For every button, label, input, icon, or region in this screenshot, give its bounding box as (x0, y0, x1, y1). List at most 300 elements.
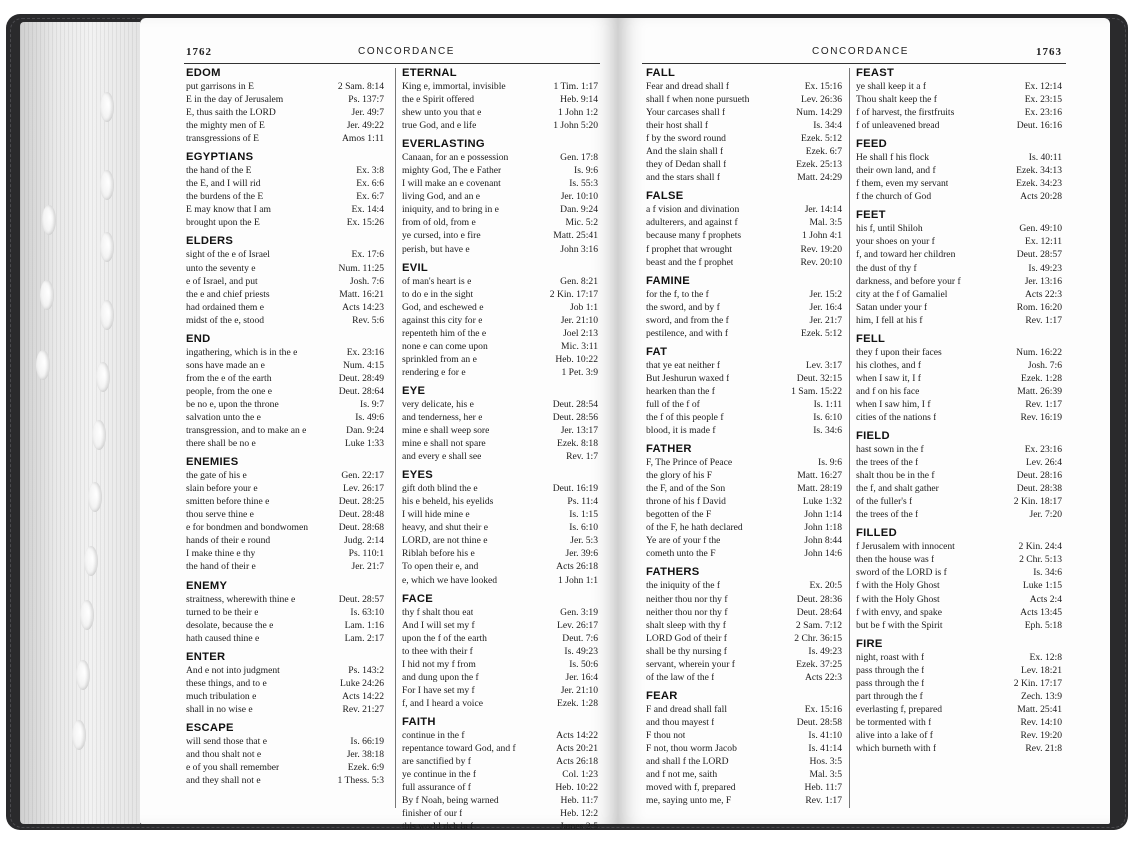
entry-heading: FATHER (646, 443, 692, 456)
concordance-line (186, 177, 384, 190)
scripture-reference: Jer. 16:4 (565, 671, 598, 683)
line-text: hath caused thine e (186, 632, 260, 644)
line-text: that ye eat neither f (646, 359, 721, 371)
line-text: shall be thy nursing f (646, 645, 728, 657)
scripture-reference: Ezek. 1:28 (1020, 372, 1062, 384)
scripture-reference: Acts 2:4 (1029, 593, 1062, 605)
right-page-column-1 (646, 66, 842, 812)
scripture-reference: Rev. 20:10 (800, 256, 842, 268)
line-text: upon the f of the earth (402, 632, 487, 644)
scripture-reference: Rev. 19:20 (1020, 729, 1062, 741)
line-text: repentance toward God, and f (402, 742, 516, 754)
scripture-reference: Jer. 16:4 (809, 301, 842, 313)
right-page-column-2 (856, 66, 1062, 760)
scripture-reference: Ezek. 1:28 (556, 697, 598, 709)
line-text: servant, wherein your f (646, 658, 735, 670)
line-text: be tormented with f (856, 716, 932, 728)
concordance-line (402, 781, 598, 794)
scripture-reference: John 1:14 (804, 509, 842, 521)
line-text: the trees of the f (856, 509, 919, 521)
scripture-reference: Ps. 11:4 (567, 496, 598, 508)
concordance-line (402, 424, 598, 437)
scripture-reference: Matt. 26:39 (1017, 385, 1062, 397)
line-text: the dust of thy f (856, 262, 917, 274)
concordance-line (856, 579, 1062, 592)
concordance-line (402, 151, 598, 164)
concordance-line (856, 248, 1062, 261)
line-text: everlasting f, prepared (856, 703, 943, 715)
concordance-line (402, 606, 598, 619)
concordance-line (402, 684, 598, 697)
scripture-reference: Deut. 28:58 (796, 716, 842, 728)
entry-heading: FEET (856, 209, 886, 222)
concordance-line (856, 398, 1062, 411)
line-text: the e and chief priests (186, 288, 270, 300)
concordance-line (856, 651, 1062, 664)
concordance-line (402, 671, 598, 684)
scripture-reference: Job 1:1 (570, 301, 598, 313)
line-text: brought upon the E (186, 217, 260, 229)
concordance-line (646, 781, 842, 794)
line-text: the E, and I will rid (186, 178, 261, 190)
line-text: from of old, from e (402, 217, 476, 229)
scripture-reference: Jer. 14:14 (804, 204, 842, 216)
concordance-line (186, 677, 384, 690)
scripture-reference: Is. 34:4 (813, 120, 842, 132)
left-page-column-2 (402, 66, 598, 838)
scripture-reference: Ezek. 6:9 (347, 761, 384, 773)
scripture-reference: Jer. 49:22 (346, 120, 384, 132)
concordance-entry (646, 189, 842, 268)
concordance-line (186, 203, 384, 216)
line-text: hearken than the f (646, 385, 715, 397)
entry-heading: FIRE (856, 637, 883, 650)
scripture-reference: 2 Kin. 17:17 (549, 288, 598, 300)
concordance-line (402, 327, 598, 340)
line-text: the trees of the f (856, 457, 919, 469)
scripture-reference: Eph. 5:18 (1024, 619, 1062, 631)
line-text: f with envy, and spake (856, 606, 942, 618)
concordance-line (646, 729, 842, 742)
concordance-entry (856, 208, 1062, 326)
line-text: are sanctified by f (402, 756, 471, 768)
scripture-reference: Matt. 16:27 (797, 470, 842, 482)
scripture-reference: Jer. 13:17 (560, 425, 598, 437)
scripture-reference: 2 Sam. 8:14 (337, 81, 384, 92)
concordance-entry (186, 150, 384, 229)
concordance-line (402, 398, 598, 411)
scripture-reference: Deut. 28:68 (338, 522, 384, 534)
concordance-line (646, 755, 842, 768)
concordance-line (186, 106, 384, 119)
concordance-line (186, 547, 384, 560)
scripture-reference: Ex. 20:5 (809, 580, 842, 592)
line-text: people, from the one e (186, 385, 273, 397)
concordance-line (186, 216, 384, 229)
concordance-line (856, 729, 1062, 742)
line-text: F and dread shall fall (646, 703, 727, 715)
line-text: mighty God, The e Father (402, 165, 502, 177)
scripture-reference: Is. 34:6 (813, 425, 842, 437)
entry-heading: FEED (856, 138, 888, 151)
line-text: Thou shalt keep the f (856, 94, 937, 106)
line-text: I will hide mine e (402, 509, 470, 521)
line-text: the hand of the E (186, 165, 252, 177)
scripture-reference: Acts 14:23 (342, 301, 384, 313)
line-text: shew unto you that e (402, 107, 482, 119)
concordance-line (186, 521, 384, 534)
concordance-entry (402, 137, 598, 255)
concordance-line (186, 398, 384, 411)
line-text: and thou mayest f (646, 716, 715, 728)
scripture-reference: Ex. 15:16 (804, 703, 842, 715)
scripture-reference: Is. 1:15 (569, 509, 598, 521)
concordance-line (186, 632, 384, 645)
line-text: F thou not (646, 729, 686, 741)
scripture-reference: Ex. 3:8 (356, 165, 384, 177)
entry-heading: EYE (402, 384, 426, 397)
concordance-line (186, 301, 384, 314)
concordance-line (402, 482, 598, 495)
concordance-line (856, 411, 1062, 424)
scripture-reference: Num. 11:25 (338, 262, 384, 274)
scripture-reference: Deut. 28:57 (1016, 249, 1062, 261)
concordance-line (646, 216, 842, 229)
scripture-reference: Jer. 13:16 (1024, 275, 1062, 287)
concordance-line (186, 93, 384, 106)
thumb-index-notch (100, 92, 114, 122)
concordance-entry (186, 66, 384, 145)
scripture-reference: Luke 1:33 (344, 438, 384, 450)
line-text: to thee with their f (402, 645, 473, 657)
line-text: sprinkled from an e (402, 353, 477, 365)
concordance-line (856, 275, 1062, 288)
scripture-reference: Acts 14:22 (342, 690, 384, 702)
line-text: shalt sleep with thy f (646, 619, 726, 631)
entry-heading: END (186, 332, 211, 345)
concordance-entry (646, 442, 842, 560)
concordance-line (186, 469, 384, 482)
scripture-reference: Matt. 25:41 (1017, 703, 1062, 715)
line-text: To open their e, and (402, 561, 479, 573)
scripture-reference: Ex. 15:16 (804, 81, 842, 92)
concordance-line (646, 742, 842, 755)
line-text: F not, thou worm Jacob (646, 742, 737, 754)
scripture-reference: Rev. 21:8 (1025, 742, 1062, 754)
concordance-line (402, 450, 598, 463)
thumb-index-notch (76, 660, 90, 690)
line-text: sword of the LORD is f (856, 567, 947, 579)
scripture-reference: Deut. 28:25 (338, 496, 384, 508)
line-text: heavy, and shut their e (402, 522, 488, 534)
scripture-reference: Num. 14:29 (796, 107, 842, 119)
concordance-line (402, 645, 598, 658)
line-text: He shall f his flock (856, 152, 930, 164)
scripture-reference: Dan. 9:24 (346, 425, 384, 437)
scripture-reference: Ezek. 5:12 (800, 133, 842, 145)
line-text: f them, even my servant (856, 178, 949, 190)
concordance-line (646, 593, 842, 606)
scripture-reference: 2 Kin. 17:17 (1013, 677, 1062, 689)
scripture-reference: Mic. 3:11 (561, 340, 598, 352)
scripture-reference: James 2:5 (559, 821, 598, 833)
concordance-line (402, 547, 598, 560)
concordance-entry (186, 650, 384, 716)
scripture-reference: 1 Thess. 5:3 (337, 775, 384, 787)
header-rule-right (642, 63, 1066, 64)
scripture-reference: Gen. 8:21 (560, 275, 598, 287)
scripture-reference: Gen. 17:8 (560, 152, 598, 164)
scripture-reference: Heb. 10:22 (555, 353, 598, 365)
concordance-line (402, 106, 598, 119)
line-text: to do e in the sight (402, 288, 474, 300)
concordance-line (186, 346, 384, 359)
scripture-reference: Is. 40:11 (1028, 152, 1062, 164)
scripture-reference: Gen. 22:17 (341, 470, 384, 482)
line-text: ye continue in the f (402, 769, 477, 781)
scripture-reference: Lev. 18:21 (1021, 664, 1062, 676)
line-text: your shoes on your f (856, 236, 935, 248)
line-text: E in the day of Jerusalem (186, 94, 284, 106)
concordance-line (646, 716, 842, 729)
concordance-line (856, 314, 1062, 327)
line-text: of the F, he hath declared (646, 522, 743, 534)
scripture-reference: Rev. 1:17 (805, 795, 842, 807)
line-text: f Jerusalem with innocent (856, 541, 955, 553)
scripture-reference: Deut. 28:64 (338, 385, 384, 397)
scripture-reference: Ezek. 37:25 (796, 658, 842, 670)
scripture-reference: Deut. 28:56 (552, 411, 598, 423)
concordance-line (856, 553, 1062, 566)
line-text: ye cursed, into e fire (402, 230, 481, 242)
line-text: E may know that I am (186, 204, 271, 216)
concordance-line (402, 560, 598, 573)
scripture-reference: Ex. 23:16 (1024, 107, 1062, 119)
scripture-reference: Is. 41:10 (808, 729, 842, 741)
scripture-reference: Zech. 13:9 (1020, 690, 1062, 702)
line-text: their host shall f (646, 120, 709, 132)
concordance-line (402, 411, 598, 424)
scripture-reference: Ex. 23:16 (1024, 444, 1062, 456)
line-text: For I have set my f (402, 684, 475, 696)
scripture-reference: Ex. 6:6 (356, 178, 384, 190)
entry-heading: ESCAPE (186, 721, 234, 734)
line-text: these things, and to e (186, 677, 267, 689)
scripture-reference: Is. 66:19 (350, 735, 384, 747)
scripture-reference: Heb. 10:22 (555, 782, 598, 794)
concordance-line (186, 593, 384, 606)
concordance-entry (186, 332, 384, 450)
scripture-reference: Mic. 5:2 (565, 217, 598, 229)
concordance-line (402, 80, 598, 93)
scripture-reference: Ps. 137:7 (348, 94, 384, 106)
line-text: straitness, wherewith thine e (186, 593, 296, 605)
entry-heading: FALSE (646, 190, 684, 203)
concordance-entry (186, 721, 384, 787)
concordance-entry (646, 66, 842, 184)
scripture-reference: Josh. 7:6 (1027, 359, 1062, 371)
line-text: F, The Prince of Peace (646, 457, 733, 469)
line-text: LORD, are not thine e (402, 535, 488, 547)
scripture-reference: Lev. 26:36 (801, 94, 842, 106)
entry-heading: FAT (646, 345, 668, 358)
concordance-line (402, 119, 598, 132)
concordance-line (646, 288, 842, 301)
concordance-line (186, 248, 384, 261)
concordance-line (402, 742, 598, 755)
line-text: LORD God of their f (646, 632, 727, 644)
concordance-line (402, 632, 598, 645)
concordance-line (856, 540, 1062, 553)
scripture-reference: Acts 26:18 (556, 756, 598, 768)
concordance-line (646, 372, 842, 385)
concordance-line (646, 398, 842, 411)
concordance-line (856, 606, 1062, 619)
line-text: they f upon their faces (856, 346, 942, 358)
line-text: there shall be no e (186, 438, 256, 450)
scripture-reference: Acts 22:3 (1024, 288, 1062, 300)
concordance-entry (646, 565, 842, 683)
page-number-right: 1763 (1036, 46, 1062, 58)
line-text: desolate, because the e (186, 619, 274, 631)
concordance-line (856, 190, 1062, 203)
scripture-reference: Heb. 9:14 (560, 94, 598, 106)
concordance-line (402, 534, 598, 547)
concordance-line (402, 93, 598, 106)
line-text: blood, it is made f (646, 425, 716, 437)
scripture-reference: Jer. 21:7 (351, 561, 384, 573)
scripture-reference: Deut. 28:38 (1016, 483, 1062, 495)
line-text: pass through the f (856, 677, 925, 689)
concordance-line (856, 716, 1062, 729)
line-text: the iniquity of the f (646, 580, 721, 592)
concordance-line (402, 495, 598, 508)
scripture-reference: Ezek. 5:12 (800, 327, 842, 339)
concordance-entry (646, 689, 842, 807)
thumb-index-notch (84, 546, 98, 576)
line-text: their own land, and f (856, 165, 936, 177)
concordance-line (186, 482, 384, 495)
scripture-reference: Josh. 7:6 (349, 275, 384, 287)
line-text: Ye are of your f the (646, 535, 721, 547)
concordance-line (402, 619, 598, 632)
line-text: because many f prophets (646, 230, 742, 242)
scripture-reference: Dan. 9:24 (560, 204, 598, 216)
line-text: f with the Holy Ghost (856, 580, 940, 592)
concordance-line (186, 80, 384, 93)
concordance-line (186, 606, 384, 619)
line-text: then the house was f (856, 554, 935, 566)
line-text: God, and eschewed e (402, 301, 484, 313)
scripture-reference: Is. 63:10 (350, 606, 384, 618)
concordance-line (186, 164, 384, 177)
scripture-reference: Jer. 21:10 (560, 314, 598, 326)
line-text: of the fuller's f (856, 496, 913, 508)
concordance-line (856, 119, 1062, 132)
scripture-reference: Rev. 14:10 (1020, 716, 1062, 728)
scripture-reference: Lam. 1:16 (344, 619, 384, 631)
scripture-reference: Matt. 28:19 (797, 483, 842, 495)
line-text: sword, and from the f (646, 314, 729, 326)
concordance-line (856, 495, 1062, 508)
scripture-reference: Heb. 11:7 (560, 795, 598, 807)
concordance-line (856, 703, 1062, 716)
concordance-line (186, 761, 384, 774)
concordance-line (646, 359, 842, 372)
line-text: E, thus saith the LORD (186, 107, 276, 119)
scripture-reference: Rev. 5:6 (352, 314, 384, 326)
line-text: the hand of their e (186, 561, 256, 573)
scripture-reference: 2 Sam. 7:12 (795, 619, 842, 631)
line-text: sight of the e of Israel (186, 249, 270, 261)
line-text: hast sown in the f (856, 444, 924, 456)
line-text: And I will set my f (402, 619, 475, 631)
line-text: perish, but have e (402, 243, 470, 255)
concordance-line (186, 774, 384, 787)
line-text: this world rich in f (402, 821, 474, 833)
concordance-line (186, 190, 384, 203)
concordance-entry (402, 261, 598, 379)
thumb-index-notch (36, 350, 50, 380)
scripture-reference: 1 Tim. 1:17 (553, 81, 598, 92)
line-text: me, saying unto me, F (646, 795, 732, 807)
line-text: from the e of the earth (186, 372, 272, 384)
scripture-reference: Deut. 16:19 (552, 483, 598, 495)
line-text: transgressions of E (186, 133, 260, 145)
scripture-reference: Lam. 2:17 (344, 632, 384, 644)
thumb-index-notch (88, 482, 102, 512)
concordance-line (186, 385, 384, 398)
concordance-line (646, 424, 842, 437)
concordance-line (646, 469, 842, 482)
right-page (618, 18, 1110, 824)
concordance-line (186, 560, 384, 573)
concordance-line (402, 340, 598, 353)
scripture-reference: Ezek. 8:18 (556, 438, 598, 450)
scripture-reference: Is. 9:7 (360, 398, 384, 410)
line-text: city at the f of Gamaliel (856, 288, 948, 300)
concordance-line (856, 469, 1062, 482)
line-text: part through the f (856, 690, 923, 702)
line-text: By f Noah, being warned (402, 795, 499, 807)
line-text: Canaan, for an e possession (402, 152, 509, 164)
concordance-line (856, 482, 1062, 495)
line-text: and thou shalt not e (186, 748, 262, 760)
scripture-reference: Is. 9:6 (818, 457, 842, 469)
scripture-reference: Jer. 10:10 (560, 191, 598, 203)
column-divider-left (395, 68, 396, 808)
line-text: Your carcases shall f (646, 107, 726, 119)
line-text: and dung upon the f (402, 671, 479, 683)
line-text: f the church of God (856, 191, 932, 203)
line-text: the burdens of the E (186, 191, 264, 203)
left-page (140, 18, 618, 833)
concordance-line (646, 132, 842, 145)
concordance-line (646, 606, 842, 619)
scripture-reference: Hos. 3:5 (809, 756, 842, 768)
line-text: the f of this people f (646, 411, 724, 423)
entry-heading: EGYPTIANS (186, 151, 254, 164)
line-text: shall in no wise e (186, 703, 253, 715)
line-text: throne of his f David (646, 496, 726, 508)
scripture-reference: Deut. 28:49 (338, 372, 384, 384)
thumb-index-notch (100, 232, 114, 262)
concordance-line (402, 729, 598, 742)
scripture-reference: Deut. 28:36 (796, 593, 842, 605)
line-text: full assurance of f (402, 782, 471, 794)
scripture-reference: Deut. 7:6 (562, 632, 598, 644)
line-text: true God, and e life (402, 120, 477, 132)
